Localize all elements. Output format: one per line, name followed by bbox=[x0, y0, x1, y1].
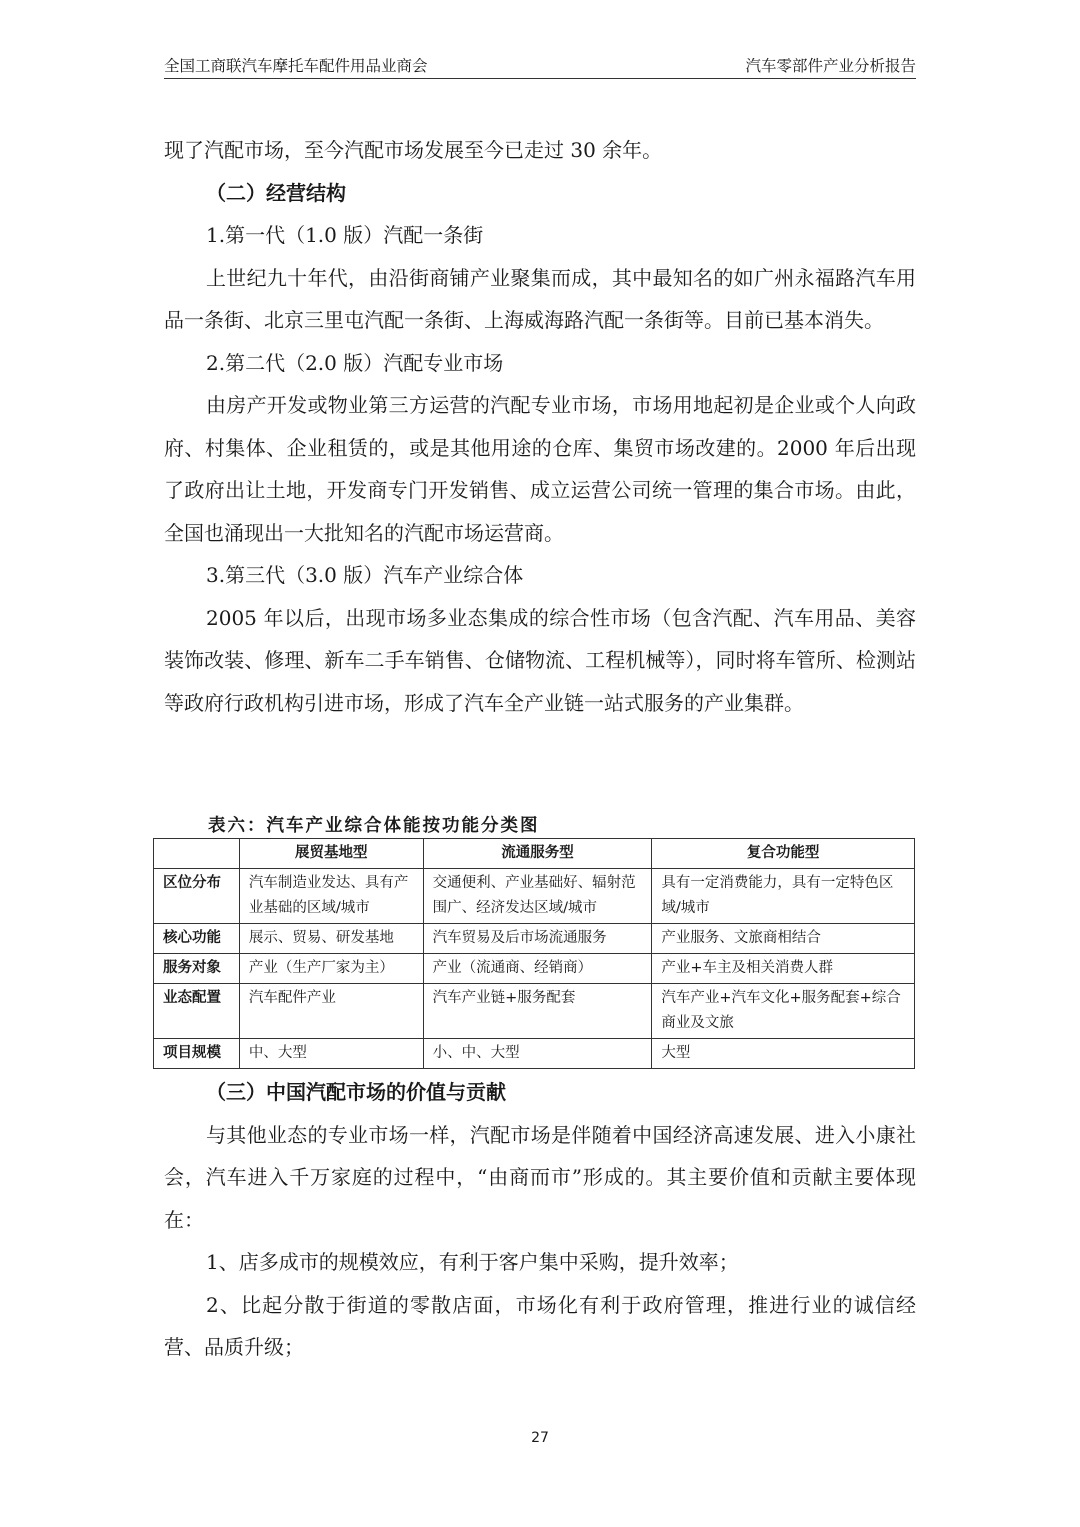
list-item: 1、店多成市的规模效应，有利于客户集中采购，提升效率； bbox=[206, 1250, 739, 1274]
gen2-title: 2.第二代（2.0 版）汽配专业市场 bbox=[206, 350, 504, 375]
header-report-title: 汽车零部件产业分析报告 bbox=[745, 57, 916, 75]
row-header: 服务对象 bbox=[154, 954, 240, 984]
classification-table bbox=[153, 838, 915, 1069]
gen3-title: 3.第三代（3.0 版）汽车产业综合体 bbox=[206, 563, 524, 587]
table-cell: 产业（生产厂家为主） bbox=[239, 954, 423, 984]
row-header: 区位分布 bbox=[154, 869, 240, 924]
table-row bbox=[154, 924, 915, 954]
main-text-bottom bbox=[164, 1071, 916, 1369]
table-cell: 大型 bbox=[652, 1039, 915, 1069]
table-caption: 表六：汽车产业综合体能按功能分类图 bbox=[208, 816, 540, 836]
list-item: 2、比起分散于街道的零散店面，市场化有利于政府管理，推进行业的诚信经营、品质升级； bbox=[164, 1292, 916, 1359]
table-cell: 汽车制造业发达、具有产业基础的区域/城市 bbox=[239, 869, 423, 924]
value-paragraph: 与其他业态的专业市场一样，汽配市场是伴随着中国经济高速发展、进入小康社会，汽车进入千万家庭的过程中，“由商而市”形成的。其主要价值和贡献主要体现在： bbox=[164, 1122, 916, 1232]
table-cell: 交通便利、产业基础好、辐射范围广、经济发达区域/城市 bbox=[423, 869, 652, 924]
gen1-title: 1.第一代（1.0 版）汽配一条街 bbox=[206, 223, 484, 247]
section-heading-value: （三）中国汽配市场的价值与贡献 bbox=[206, 1080, 506, 1104]
table-cell: 汽车贸易及后市场流通服务 bbox=[423, 924, 652, 954]
table-row bbox=[154, 984, 915, 1039]
table-cell: 汽车配件产业 bbox=[239, 984, 423, 1039]
row-header: 业态配置 bbox=[154, 984, 240, 1039]
table-header-cell: 展贸基地型 bbox=[239, 839, 423, 869]
table-cell: 汽车产业链+服务配套 bbox=[423, 984, 652, 1039]
header-organization: 全国工商联汽车摩托车配件用品业商会 bbox=[164, 57, 428, 75]
table-cell: 小、中、大型 bbox=[423, 1039, 652, 1069]
table-cell: 展示、贸易、研发基地 bbox=[239, 924, 423, 954]
gen2-paragraph: 由房产开发或物业第三方运营的汽配专业市场，市场用地起初是企业或个人向政府、村集体、企业租赁的，或是其他用途的仓库、集贸市场改建的。2000 年后出现了政府出让土地，开发商专门开发销售、成立运营公司统一管理的集合市场。由此，全国也涌现出一大批知名的汽配市场运营商。 bbox=[164, 393, 916, 545]
section-heading-structure: （二）经营结构 bbox=[206, 180, 346, 205]
paragraph-continuation: 现了汽配市场，至今汽配市场发展至今已走过 30 余年。 bbox=[164, 138, 663, 162]
table-cell: 中、大型 bbox=[239, 1039, 423, 1069]
table-cell: 汽车产业+汽车文化+服务配套+综合商业及文旅 bbox=[652, 984, 915, 1039]
page-header bbox=[164, 52, 916, 79]
page-number: 27 bbox=[531, 1430, 549, 1446]
table-cell: 产业服务、文旅商相结合 bbox=[652, 924, 915, 954]
table-header-cell: 流通服务型 bbox=[423, 839, 652, 869]
row-header: 核心功能 bbox=[154, 924, 240, 954]
table-header-cell bbox=[154, 839, 240, 869]
table-header-cell: 复合功能型 bbox=[652, 839, 915, 869]
gen1-paragraph: 上世纪九十年代，由沿街商铺产业聚集而成，其中最知名的如广州永福路汽车用品一条街、北京三里屯汽配一条街、上海威海路汽配一条街等。目前已基本消失。 bbox=[164, 265, 916, 332]
table-cell: 产业（流通商、经销商） bbox=[423, 954, 652, 984]
table-row bbox=[154, 869, 915, 924]
table-cell: 产业+车主及相关消费人群 bbox=[652, 954, 915, 984]
table-row bbox=[154, 1039, 915, 1069]
row-header: 项目规模 bbox=[154, 1039, 240, 1069]
table-header-row bbox=[154, 839, 915, 869]
table-row bbox=[154, 954, 915, 984]
main-text-top bbox=[164, 129, 916, 724]
table-cell: 具有一定消费能力，具有一定特色区域/城市 bbox=[652, 869, 915, 924]
gen3-paragraph: 2005 年以后，出现市场多业态集成的综合性市场（包含汽配、汽车用品、美容装饰改装、修理、新车二手车销售、仓储物流、工程机械等），同时将车管所、检测站等政府行政机构引进市场，形成了汽车全产业链一站式服务的产业集群。 bbox=[164, 605, 916, 715]
